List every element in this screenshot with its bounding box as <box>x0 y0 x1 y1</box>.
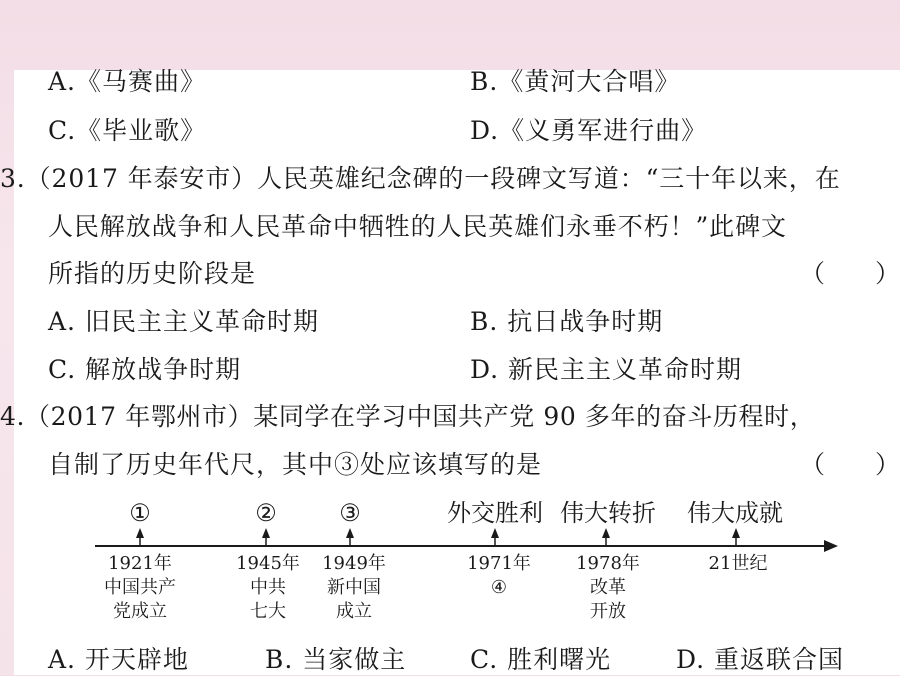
timeline-year-21c: 21世纪 <box>708 553 768 574</box>
q2-option-c[interactable]: C.《毕业歌》 <box>48 116 207 145</box>
q2-option-b[interactable]: B.《黄河大合唱》 <box>470 67 681 96</box>
timeline-year-1949: 1949年 新中国 成立 <box>322 553 386 622</box>
q2-option-a[interactable]: A.《马赛曲》 <box>48 67 207 96</box>
timeline-tick-21c <box>732 528 740 546</box>
timeline-tick-1921 <box>136 528 144 546</box>
q3-answer-blank[interactable]: （ ） <box>800 259 900 288</box>
timeline-year-1971: 1971年 ④ <box>467 553 531 598</box>
timeline-label-3: ③ <box>339 499 361 527</box>
q4-option-b[interactable]: B. 当家做主 <box>265 645 407 674</box>
q2-option-d[interactable]: D.《义勇军进行曲》 <box>470 116 708 145</box>
timeline-arrowhead <box>824 540 838 552</box>
timeline-label-diplomacy: 外交胜利 <box>447 499 543 527</box>
q4-option-a[interactable]: A. 开天辟地 <box>48 645 189 674</box>
timeline-tick-1971 <box>491 528 499 546</box>
timeline-year-1945: 1945年 中共 七大 <box>236 553 300 622</box>
q3-option-a[interactable]: A. 旧民主主义革命时期 <box>48 307 319 336</box>
timeline-year-1921: 1921年 中国共产 党成立 <box>104 553 176 622</box>
q3-stem-line3: 所指的历史阶段是 <box>48 259 257 288</box>
q3-stem-line2: 人民解放战争和人民革命中牺牲的人民英雄们永垂不朽！”此碑文 <box>48 212 787 241</box>
timeline-tick-1945 <box>262 528 270 546</box>
timeline-tick-1949 <box>346 528 354 546</box>
timeline-year-1978: 1978年 改革 开放 <box>576 553 640 622</box>
timeline-label-2: ② <box>255 499 277 527</box>
q3-stem-line1: 3.（2017 年泰安市）人民英雄纪念碑的一段碑文写道：“三十年以来，在 <box>0 164 841 193</box>
timeline-label-turning-point: 伟大转折 <box>560 499 656 527</box>
q4-option-d[interactable]: D. 重返联合国 <box>676 645 845 674</box>
timeline-label-achievement: 伟大成就 <box>687 499 783 527</box>
q4-stem-line2: 自制了历史年代尺，其中③处应该填写的是 <box>48 450 543 479</box>
q4-stem-line1: 4.（2017 年鄂州市）某同学在学习中国共产党 90 多年的奋斗历程时， <box>0 402 816 431</box>
q4-answer-blank[interactable]: （ ） <box>800 450 900 479</box>
timeline-label-1: ① <box>129 499 151 527</box>
q3-option-b[interactable]: B. 抗日战争时期 <box>470 307 664 336</box>
timeline-tick-1978 <box>602 528 610 546</box>
q3-option-d[interactable]: D. 新民主主义革命时期 <box>470 355 743 384</box>
q3-option-c[interactable]: C. 解放战争时期 <box>48 355 242 384</box>
q4-option-c[interactable]: C. 胜利曙光 <box>470 645 612 674</box>
